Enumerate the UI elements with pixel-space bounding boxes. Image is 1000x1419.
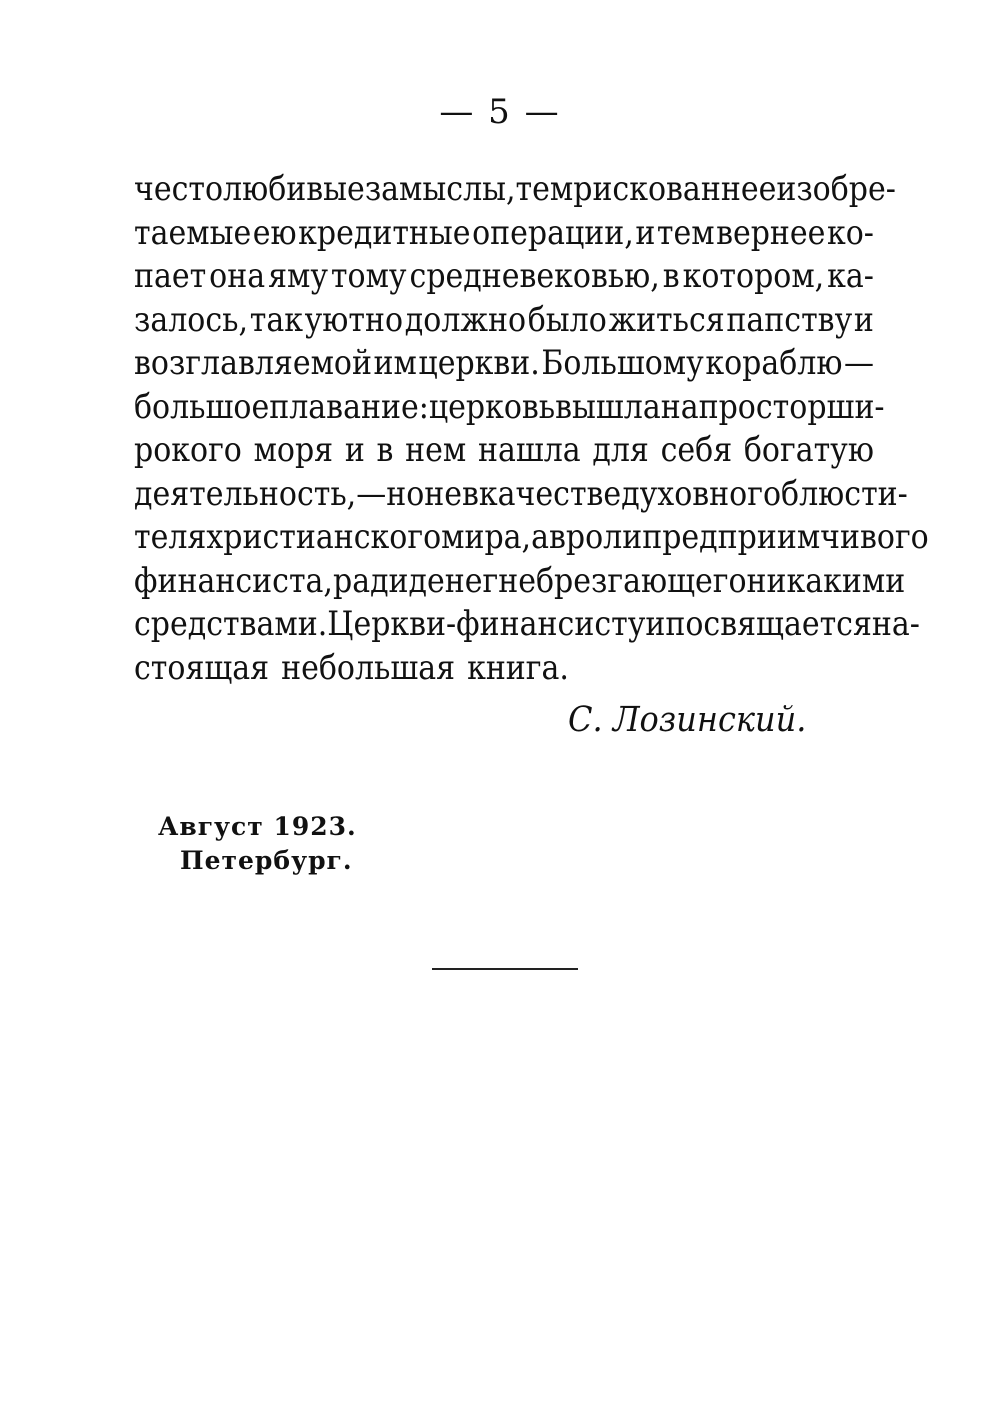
closing-rule	[432, 968, 578, 970]
body-line: пает она яму тому средневековью, в котором, ка-	[134, 256, 874, 297]
page-number: — 5 —	[439, 92, 561, 132]
date-city: Петербург.	[180, 846, 353, 875]
body-line: теля христианского мира, а в роли предприимчивого	[134, 517, 929, 558]
body-line: стоящая небольшая книга.	[134, 648, 569, 688]
body-line: таемые ею кредитные операции, и тем вернее ко-	[134, 213, 874, 253]
body-line: честолюбивые замыслы, тем рискованнее изобре-	[134, 169, 896, 210]
body-text	[134, 168, 929, 690]
body-line: возглавляемой им церкви. Большому кораблю —	[134, 343, 874, 384]
body-line: средствами. Церкви-финансисту и посвящается на-	[134, 604, 920, 645]
date-month-year: Август 1923.	[158, 812, 357, 841]
body-line: большое плавание: церковь вышла на простор ши-	[134, 387, 885, 427]
body-line: рокого моря и в нем нашла для себя богатую	[134, 430, 874, 471]
body-line: деятельность,—но не в качестве духовного блюсти-	[134, 474, 908, 514]
author-signature: С. Лозинский.	[568, 698, 807, 740]
body-line: залось, так уютно должно было житься папству и	[134, 300, 874, 340]
body-line: финансиста, ради денег не брезгающего никакими	[134, 561, 906, 601]
